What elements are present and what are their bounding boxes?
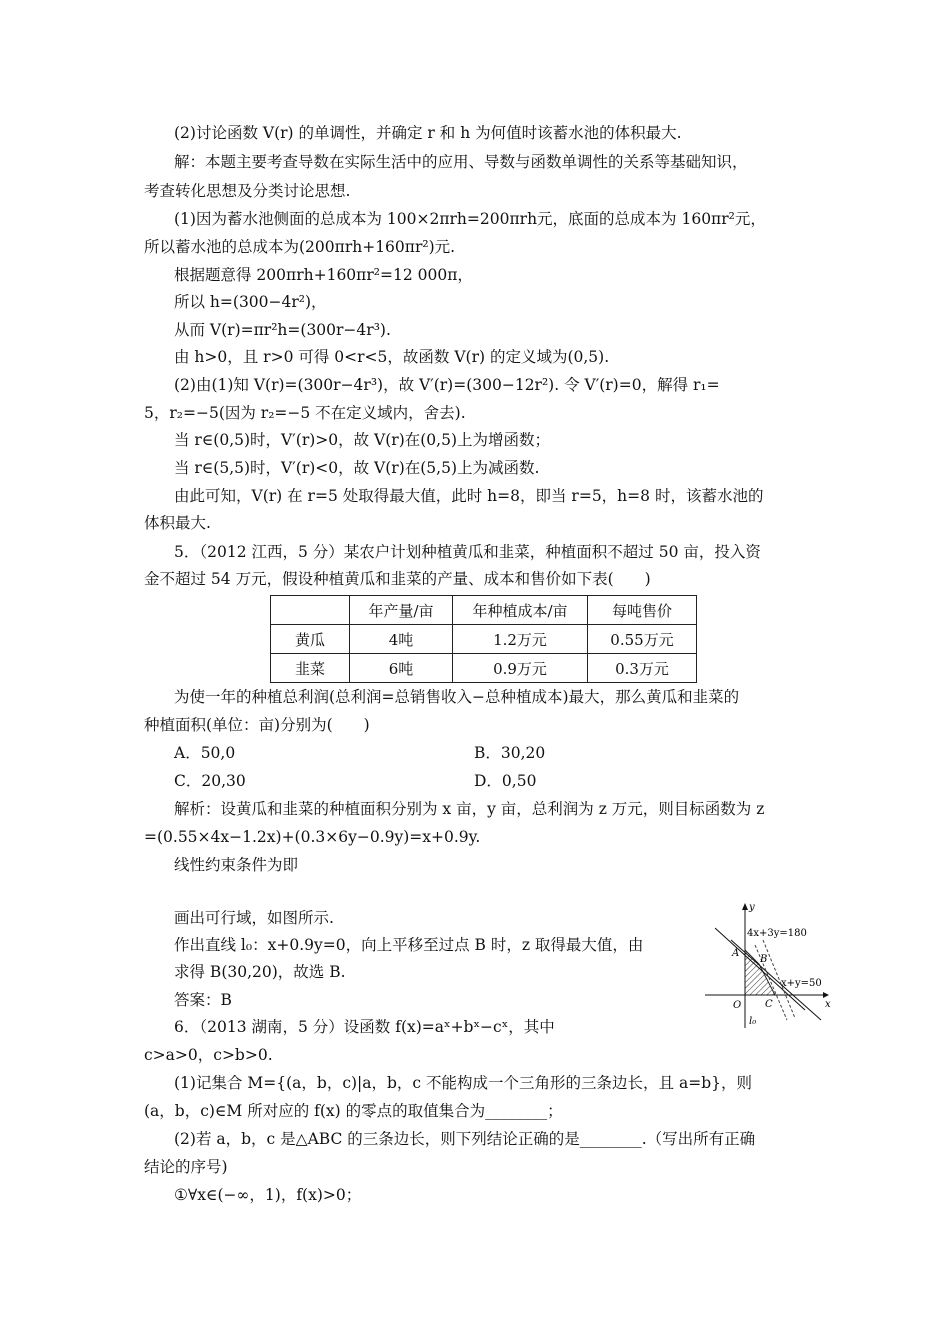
solution-line: 所以蓄水池的总成本为(200πrh+160πr²)元.: [144, 238, 456, 256]
solution-line: 从而 V(r)=πr²h=(300r−4r³).: [174, 321, 391, 339]
line2-label: x+y=50: [781, 978, 822, 989]
line1-label: 4x+3y=180: [747, 928, 807, 939]
point-b-label: B: [760, 954, 768, 965]
table-header-cell: 年种植成本/亩: [453, 596, 588, 625]
question-6-part2-cont: 结论的序号): [144, 1158, 228, 1176]
question-6-part1: (1)记集合 M={(a，b，c)|a，b，c 不能构成一个三角形的三条边长，且 a=b}，则: [174, 1074, 752, 1092]
solution-line: 5，r₂=−5(因为 r₂=−5 不在定义域内，舍去).: [144, 404, 466, 422]
solution-line: 由 h>0，且 r>0 可得 0<r<5，故函数 V(r) 的定义域为(0,5).: [174, 348, 610, 366]
analysis-line: 求得 B(30,20)，故选 B.: [174, 963, 346, 981]
table-cell: 0.9万元: [453, 654, 588, 683]
question-6-item1: ①∀x∈(−∞，1)，f(x)>0；: [174, 1186, 362, 1204]
option-c: C．20,30: [174, 772, 246, 790]
solution-intro: 解：本题主要考查导数在实际生活中的应用、导数与函数单调性的关系等基础知识，: [174, 153, 748, 171]
solution-line: 根据题意得 200πrh+160πr²=12 000π，: [174, 266, 473, 284]
y-arrow-icon: [742, 903, 748, 910]
table-cell: 韭菜: [271, 654, 350, 683]
line-4x3y180: [715, 928, 805, 1010]
question-6-cont: c>a>0，c>b>0.: [144, 1046, 273, 1064]
analysis-line: 解析：设黄瓜和韭菜的种植面积分别为 x 亩，y 亩，总利润为 z 万元，则目标函数为 z: [174, 800, 765, 818]
option-b: B．30,20: [474, 744, 546, 762]
analysis-line: 线性约束条件为即: [174, 856, 299, 874]
table-header-cell: 每吨售价: [588, 596, 697, 625]
y-axis-label: y: [749, 902, 755, 913]
table-row: [271, 625, 697, 654]
point-c-label: C: [765, 999, 773, 1010]
data-table: [270, 595, 697, 683]
question-5-text: 种植面积(单位：亩)分别为( ): [144, 716, 370, 734]
table-cell: 6吨: [350, 654, 453, 683]
solution-line: (1)因为蓄水池侧面的总成本为 100×2πrh=200πrh元，底面的总成本为 160πr²元，: [174, 210, 766, 228]
table-cell: 黄瓜: [271, 625, 350, 654]
feasible-region-figure: [703, 900, 831, 1032]
question-6: 6．（2013 湖南，5 分）设函数 f(x)=aˣ+bˣ−cˣ，其中: [174, 1018, 555, 1036]
origin-label: O: [733, 1000, 742, 1011]
option-a: A．50,0: [174, 744, 236, 762]
solution-line: 体积最大.: [144, 514, 211, 532]
table-header-cell: 年产量/亩: [350, 596, 453, 625]
solution-line: 所以 h=(300−4r²)，: [174, 293, 327, 311]
analysis-line: 画出可行域，如图所示.: [174, 909, 334, 927]
question-5: 5．（2012 江西，5 分）某农户计划种植黄瓜和韭菜，种植面积不超过 50 亩，投入资: [174, 543, 761, 561]
table-header-cell: [271, 596, 350, 625]
question-6-part1-cont: (a，b，c)∈M 所对应的 f(x) 的零点的取值集合为________；: [144, 1102, 563, 1120]
x-axis-label: x: [825, 999, 831, 1010]
table-cell: 0.3万元: [588, 654, 697, 683]
point-a-label: A: [732, 948, 740, 959]
table-cell: 0.55万元: [588, 625, 697, 654]
option-d: D．0,50: [474, 772, 537, 790]
table-cell: 1.2万元: [453, 625, 588, 654]
solution-line: 当 r∈(5,5)时，V′(r)<0，故 V(r)在(5,5)上为减函数.: [174, 459, 540, 477]
solution-line: (2)由(1)知 V(r)=(300r−4r³)，故 V′(r)=(300−12r²). 令 V′(r)=0，解得 r₁=: [174, 376, 720, 394]
solution-line: 由此可知，V(r) 在 r=5 处取得最大值，此时 h=8，即当 r=5，h=8 时，该蓄水池的: [174, 487, 764, 505]
table-cell: 4吨: [350, 625, 453, 654]
table-row: [271, 654, 697, 683]
table-header-row: [271, 596, 697, 625]
l0-label: l₀: [749, 1016, 757, 1027]
solution-line: 当 r∈(0,5)时，V′(r)>0，故 V(r)在(0,5)上为增函数；: [174, 431, 550, 449]
analysis-line: 作出直线 l₀：x+0.9y=0，向上平移至过点 B 时，z 取得最大值，由: [174, 936, 644, 954]
question-5-cont: 金不超过 54 万元，假设种植黄瓜和韭菜的产量、成本和售价如下表( ): [144, 570, 651, 588]
question-5-text: 为使一年的种植总利润(总利润=总销售收入−总种植成本)最大，那么黄瓜和韭菜的: [174, 688, 740, 706]
analysis-line: =(0.55×4x−1.2x)+(0.3×6y−0.9y)=x+0.9y.: [144, 828, 481, 846]
answer-line: 答案：B: [174, 991, 232, 1009]
question-6-part2: (2)若 a，b，c 是△ABC 的三条边长，则下列结论正确的是________.（写出所有正确: [174, 1130, 756, 1148]
x-arrow-icon: [823, 992, 829, 998]
solution-intro-cont: 考查转化思想及分类讨论思想.: [144, 182, 351, 200]
question-part-2: (2)讨论函数 V(r) 的单调性，并确定 r 和 h 为何值时该蓄水池的体积最大.: [174, 124, 682, 142]
